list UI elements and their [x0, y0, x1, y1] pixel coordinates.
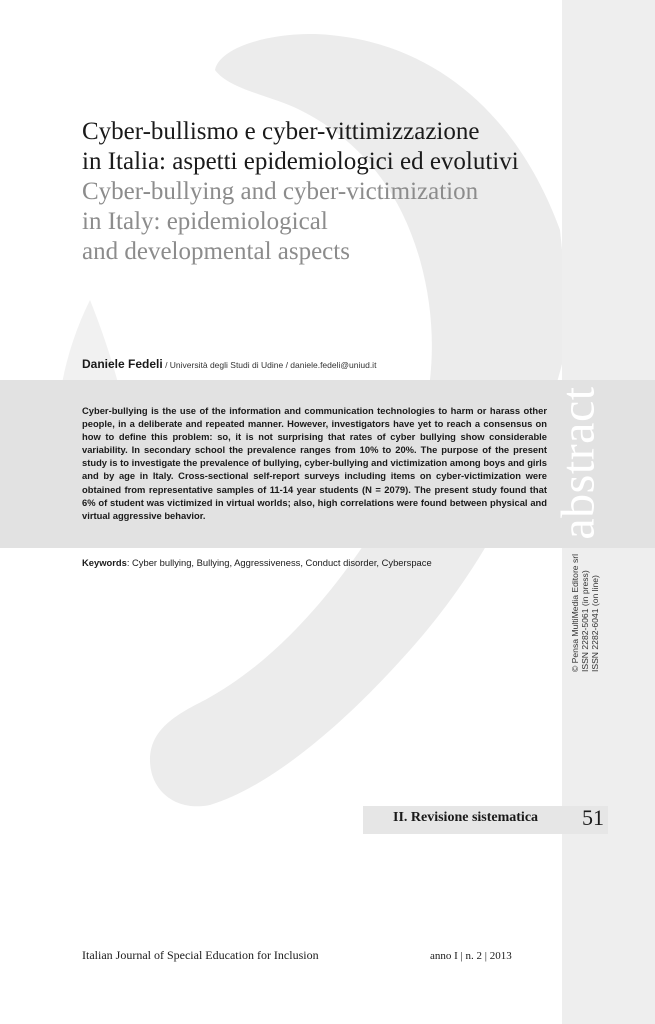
copyright-line: © Pensa MultiMedia Editore srl: [570, 553, 580, 672]
footer-journal: Italian Journal of Special Education for Inclusion: [82, 948, 319, 962]
keywords-text: Cyber bullying, Bullying, Aggressiveness, Conduct disorder, Cyberspace: [132, 557, 432, 568]
abstract-body: Cyber-bullying is the use of the information and communication technologies to harm or harass other people, in a deliberate and repeated manner. However, investigators have yet to reach a consensus on how to define this problem: so, it is not surprising that rates of cyber bullying show considerable variability. In secondary school the prevalence ranges from 10% to 20%. The purpose of the present study is to investigate the prevalence of bullying, cyber-bullying and victimization among boys and girls and by age in Italy. Cross-sectional self-report surveys including items on cyber-victimization were obtained from representative samples of 11-14 year students (N = 2079). The present study found that 6% of student was victimized in virtual worlds; also, high correlations were found between physical and virtual aggressive behavior.: [82, 405, 547, 521]
title-en-line-2: in Italy: epidemiological: [82, 208, 328, 235]
title-it-line-2: in Italia: aspetti epidemiologici ed evolutivi: [82, 148, 519, 175]
author-email: daniele.fedeli@uniud.it: [290, 360, 377, 370]
page-number: 51: [582, 805, 604, 830]
keywords-label: Keywords: [82, 557, 127, 568]
abstract-vertical-label: [548, 388, 608, 538]
section-label: II. Revisione sistematica: [393, 810, 539, 825]
title-en-line-1: Cyber-bullying and cyber-victimization: [82, 178, 479, 205]
footer-issue: anno I | n. 2 | 2013: [430, 950, 512, 962]
abstract-label-text: abstract: [551, 386, 605, 540]
author-affiliation: Università degli Studi di Udine: [169, 360, 284, 370]
title-it-line-1: Cyber-bullismo e cyber-vittimizzazione: [82, 118, 480, 145]
author-separator-2: /: [283, 360, 291, 370]
author-name: Daniele Fedeli: [82, 357, 163, 371]
issn-online-line: ISSN 2282-6041 (on line): [590, 574, 600, 672]
author-separator-1: /: [162, 360, 170, 370]
article-titles: [82, 117, 552, 267]
title-en-line-3: and developmental aspects: [82, 238, 350, 265]
author-line: [82, 355, 376, 373]
section-header: [363, 806, 608, 834]
issn-press-line: ISSN 2282-5061 (in press): [580, 569, 590, 672]
keywords-separator: :: [126, 557, 133, 568]
keywords-line: [82, 557, 432, 568]
publisher-info: [560, 553, 610, 672]
